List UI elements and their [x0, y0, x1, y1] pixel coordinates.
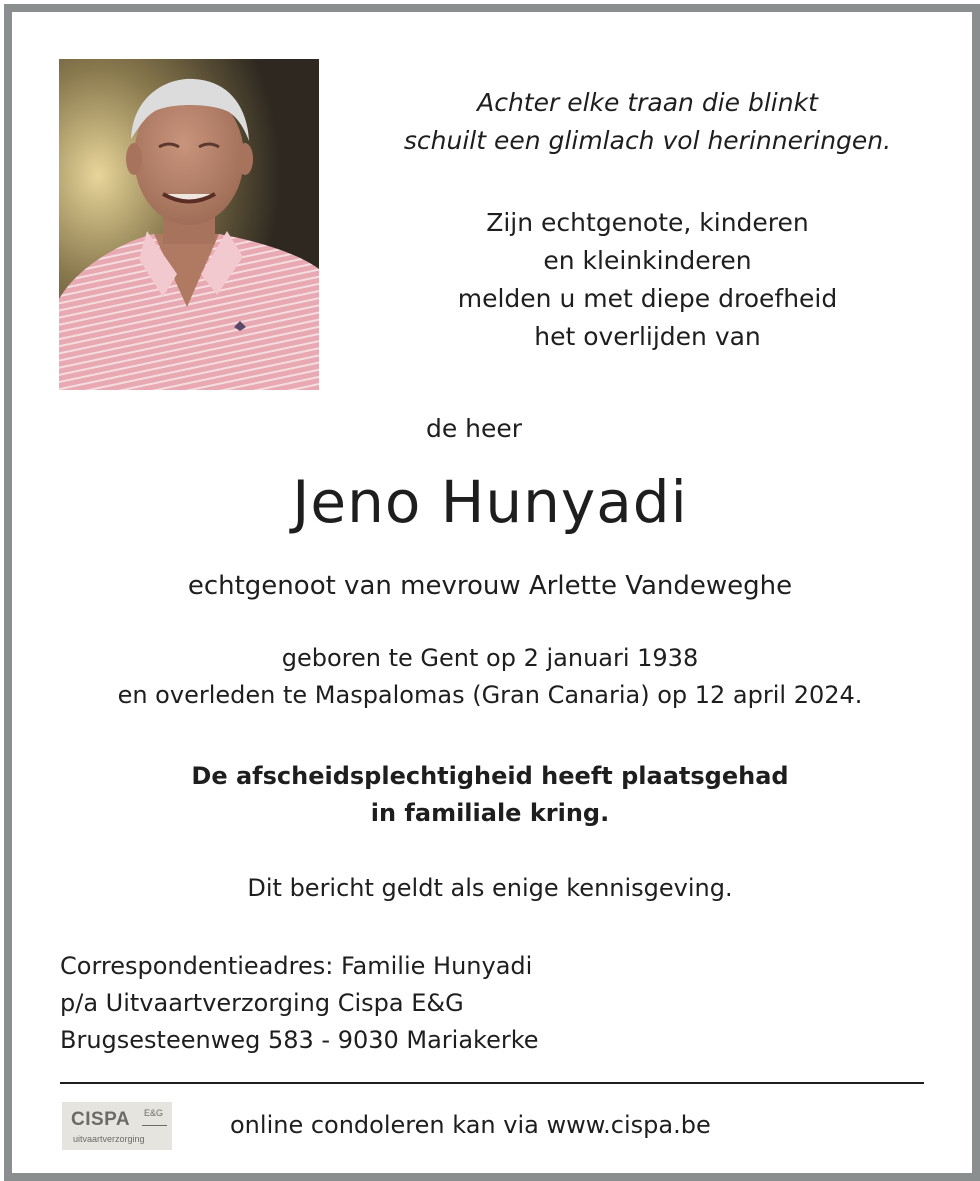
birth-line: geboren te Gent op 2 januari 1938	[281, 644, 699, 672]
honorific	[0, 414, 980, 443]
poem-line: Achter elke traan die blinkt	[477, 88, 818, 117]
spouse-line: echtgenoot van mevrouw Arlette Vandeweghe	[187, 571, 793, 601]
announcement-line: en kleinkinderen	[543, 246, 752, 275]
life-dates	[0, 640, 980, 714]
online-condolence-text: online condoleren kan via www.cispa.be	[230, 1111, 711, 1139]
ceremony-line: De afscheidsplechtigheid heeft plaatsgehad	[191, 762, 789, 790]
cispa-logo	[62, 1102, 172, 1150]
footer-divider	[60, 1082, 924, 1084]
correspondence-address	[60, 948, 760, 1059]
notification-statement: Dit bericht geldt als enige kennisgeving.	[247, 874, 733, 902]
ceremony-notice	[0, 758, 980, 832]
logo-wordmark: CISPA	[71, 1109, 131, 1130]
announcement-line: het overlijden van	[534, 322, 761, 351]
death-line: en overleden te Maspalomas (Gran Canaria) op 12 april 2024.	[117, 681, 863, 709]
address-line: Brugsesteenweg 583 - 9030 Mariakerke	[60, 1026, 539, 1054]
address-line: Correspondentieadres: Familie Hunyadi	[60, 952, 533, 980]
ceremony-line: in familiale kring.	[370, 799, 610, 827]
logo-superscript: E&G	[144, 1108, 164, 1118]
portrait-photo	[59, 59, 319, 390]
honorific-text: de heer	[425, 414, 523, 443]
poem-line: schuilt een glimlach vol herinneringen.	[403, 126, 892, 155]
logo-underline	[142, 1125, 167, 1126]
portrait-image	[59, 59, 319, 390]
announcement	[360, 204, 935, 356]
address-line: p/a Uitvaartverzorging Cispa E&G	[60, 989, 464, 1017]
deceased-name: Jeno Hunyadi	[292, 468, 688, 536]
announcement-line: Zijn echtgenote, kinderen	[486, 208, 809, 237]
logo-subtitle: uitvaartverzorging	[73, 1134, 145, 1144]
poem	[360, 84, 935, 160]
announcement-line: melden u met diepe droefheid	[457, 284, 838, 313]
